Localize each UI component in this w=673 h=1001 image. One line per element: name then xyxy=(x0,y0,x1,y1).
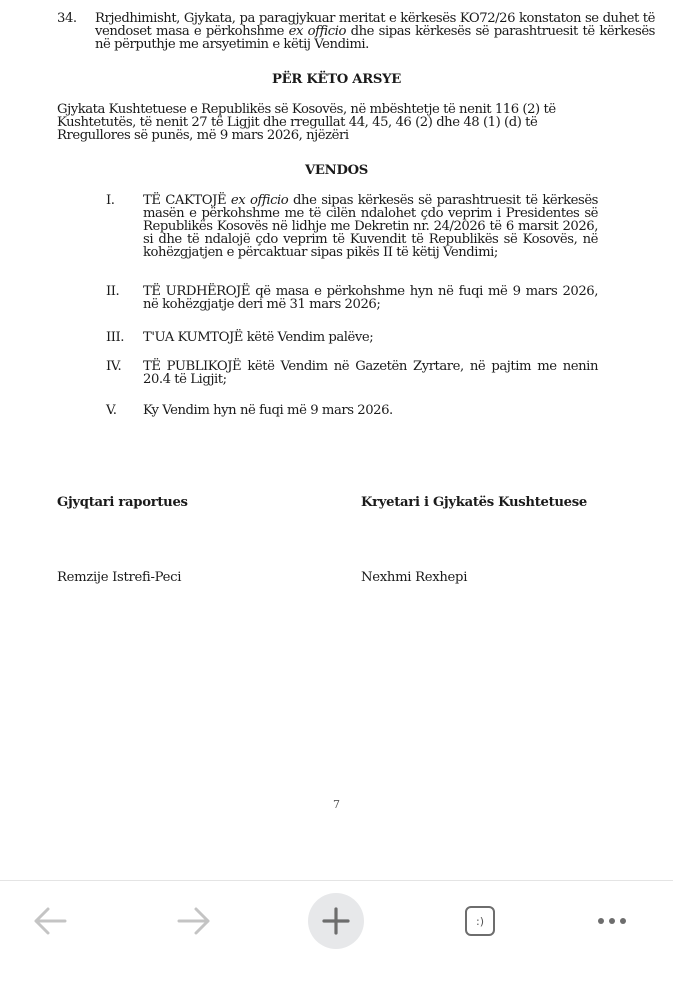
item-text xyxy=(143,194,598,259)
new-tab-circle xyxy=(308,893,364,949)
signature-name-right: Nexhmi Rexhepi xyxy=(361,570,468,585)
browser-bottom-toolbar xyxy=(0,880,673,1001)
item-text: T'UA KUMTOJË këtë Vendim palëve; xyxy=(143,330,374,345)
forward-button[interactable] xyxy=(166,893,222,949)
paragraph-italic: ex officio xyxy=(288,24,346,39)
menu-button[interactable] xyxy=(582,893,642,949)
paragraph-body xyxy=(95,12,655,51)
item-number: I. xyxy=(106,193,115,208)
item-text-part: TË CAKTOJË xyxy=(143,193,231,208)
signature-name-left: Remzije Istrefi-Peci xyxy=(57,570,182,585)
item-number: IV. xyxy=(106,359,122,374)
more-dots-icon xyxy=(598,918,626,924)
item-number: V. xyxy=(106,403,117,418)
paragraph-text: Rrjedhimisht, Gjykata, pa paragjykuar meritat e kërkesës KO72/26 konstaton se duhet të vendoset masa e përkohshme xyxy=(95,11,655,39)
item-italic: ex officio xyxy=(230,193,289,208)
item-number: III. xyxy=(106,330,125,345)
item-number: II. xyxy=(106,284,120,299)
heading-decides: VENDOS xyxy=(305,163,368,178)
paragraph-text: dhe sipas kërkesës së parashtruesit të kërkesës në përputhje me arsyetimin e këtij Vendimi. xyxy=(95,24,655,52)
signature-title-left: Gjyqtari raportues xyxy=(57,495,188,510)
paragraph-number: 34. xyxy=(57,11,77,26)
back-button[interactable] xyxy=(22,893,78,949)
tab-switcher-icon: :) xyxy=(465,906,495,936)
item-text: Ky Vendim hyn në fuqi më 9 mars 2026. xyxy=(143,403,393,418)
arrow-left-icon xyxy=(32,905,68,937)
tab-switcher-button[interactable] xyxy=(452,893,508,949)
plus-icon xyxy=(321,906,351,936)
new-tab-button[interactable] xyxy=(308,893,364,949)
item-text-part: dhe sipas kërkesës së parashtruesit të kërkesës masën e përkohshme me të cilën ndalohet çdo veprim i Presidentes së Republikës Kosovës në lidhje me Dekretin nr. 24/2026 të 6 marsit 2026, si dhe të ndalojë çdo veprim të Kuvendit të Republikës së Kosovës, në kohëzgjatjen e përcaktuar sipas pikës II të këtij Vendimi; xyxy=(143,193,598,260)
heading-reasons: PËR KËTO ARSYE xyxy=(272,72,401,87)
arrow-right-icon xyxy=(176,905,212,937)
signature-title-right: Kryetari i Gjykatës Kushtetuese xyxy=(361,495,587,510)
page-number: 7 xyxy=(333,798,340,811)
intro-paragraph: Gjykata Kushtetuese e Republikës së Kosovës, në mbështetje të nenit 116 (2) të Kushtetutës, të nenit 27 të Ligjit dhe rregullat 44, 45, 46 (2) dhe 48 (1) (d) të Rregullores së punës, më 9 mars 2026, njëzëri xyxy=(57,102,556,143)
item-text: TË URDHËROJË që masa e përkohshme hyn në fuqi më 9 mars 2026, në kohëzgjatje deri më 31 mars 2026; xyxy=(143,284,598,312)
item-text: TË PUBLIKOJË këtë Vendim në Gazetën Zyrtare, në pajtim me nenin 20.4 të Ligjit; xyxy=(143,359,598,387)
